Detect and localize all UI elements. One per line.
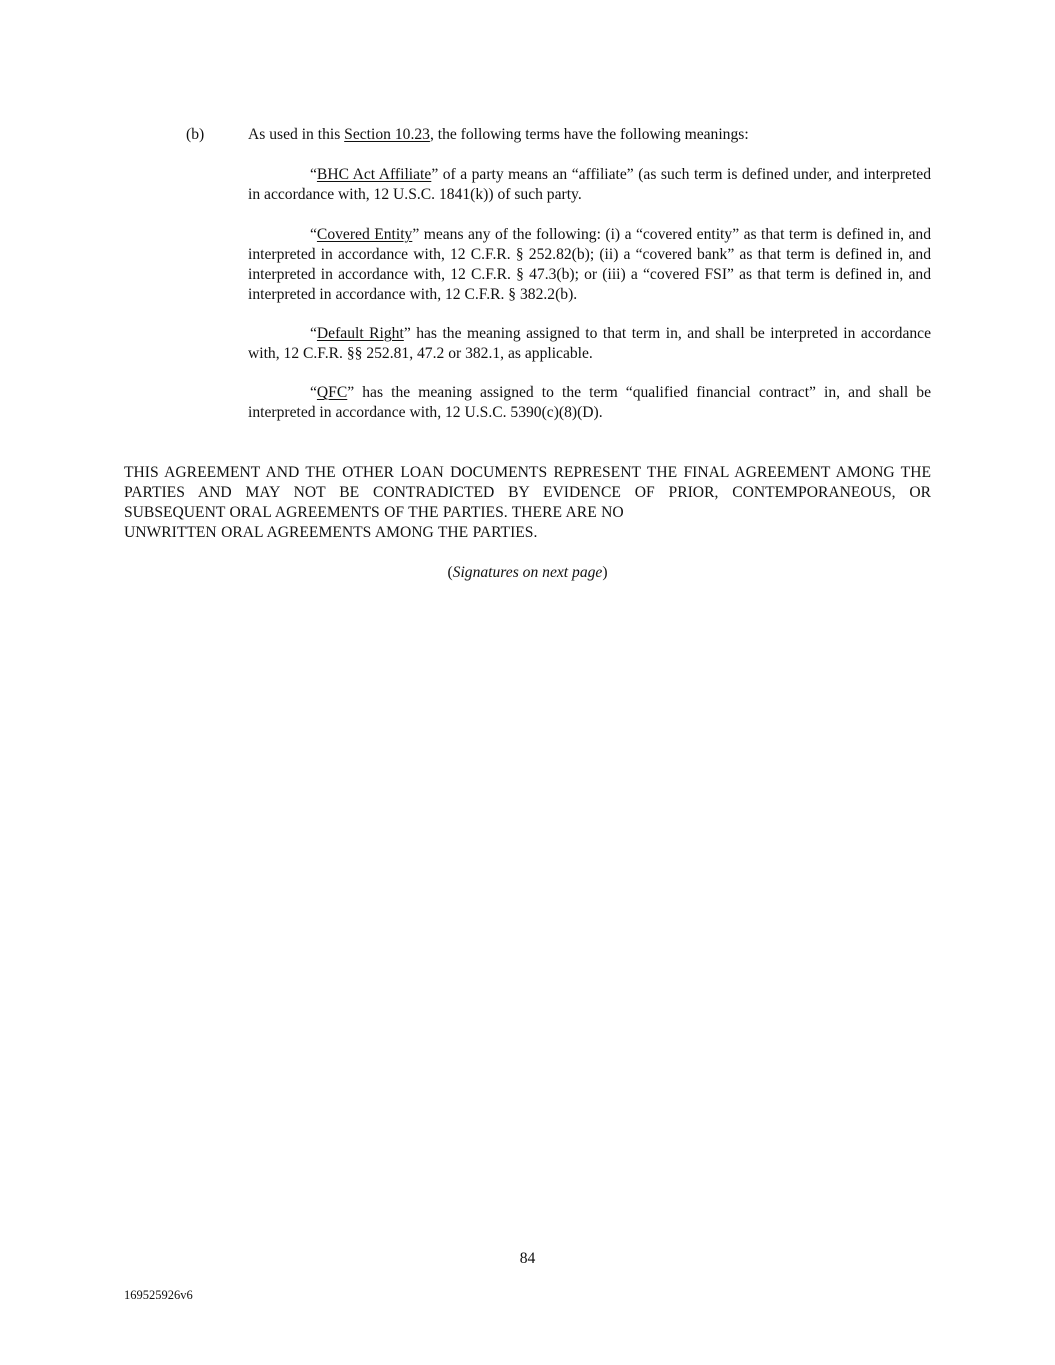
definition-text: ” means any of the following: (i) a “covered entity” as that term is defined in, and interpreted in accordance with, 12 C.F.R. § 252.82(b); (ii) a “covered bank” as that term is defined in, and interpreted in accordance with, 12 C.F.R. § 47.3(b); or (iii) a “covered FSI” as that term is defined in, and interpreted in accordance with, 12 C.F.R. § 382.2(b).	[248, 226, 931, 303]
signature-note-close: )	[602, 564, 608, 581]
clause-intro	[248, 125, 749, 145]
defined-term: BHC Act Affiliate	[316, 166, 432, 183]
definition-default-right: “Default Right” has the meaning assigned to that term in, and shall be interpreted in accordance with, 12 C.F.R. §§ 252.81, 47.2 or 382.1, as applicable.	[248, 325, 931, 362]
signature-note-open: (	[447, 564, 453, 581]
notice-last-line: UNWRITTEN ORAL AGREEMENTS AMONG THE PARTIES.	[124, 524, 538, 541]
definition-text: ” has the meaning assigned to that term in, and shall be interpreted in accordance with, 12 C.F.R. §§ 252.81, 47.2 or 382.1, as applicable.	[248, 325, 931, 362]
page-number: 84	[519, 1250, 536, 1267]
signature-note-text: Signatures on next page	[452, 564, 603, 581]
section-reference: Section 10.23	[344, 126, 430, 143]
clause-marker: (b)	[186, 126, 205, 143]
defined-term: Covered Entity	[316, 226, 413, 243]
definition-text: ” of a party means an “affiliate” (as such term is defined under, and interpreted in accordance with, 12 U.S.C. 1841(k)) of such party.	[248, 166, 931, 203]
entire-agreement-notice	[124, 463, 931, 543]
clause-intro-suffix: , the following terms have the following meanings:	[429, 126, 749, 143]
definition-qfc: “QFC” has the meaning assigned to the term “qualified financial contract” in, and shall be interpreted in accordance with, 12 U.S.C. 5390(c)(8)(D).	[248, 384, 931, 421]
definition-covered-entity: “Covered Entity” means any of the following: (i) a “covered entity” as that term is defined in, and interpreted in accordance with, 12 C.F.R. § 252.82(b); (ii) a “covered bank” as that term is defined in, and interpreted in accordance with, 12 C.F.R. § 47.3(b); or (iii) a “covered FSI” as that term is defined in, and interpreted in accordance with, 12 C.F.R. § 382.2(b).	[248, 226, 931, 303]
clause-intro-prefix: As used in this	[248, 126, 345, 143]
notice-text: THIS AGREEMENT AND THE OTHER LOAN DOCUMENTS REPRESENT THE FINAL AGREEMENT AMONG THE PARTIES AND MAY NOT BE CONTRADICTED BY EVIDENCE OF PRIOR, CONTEMPORANEOUS, OR SUBSEQUENT ORAL AGREEMENTS OF THE PARTIES. THERE ARE NO	[124, 464, 931, 521]
defined-term: Default Right	[316, 325, 404, 342]
definition-bhc-act-affiliate: “BHC Act Affiliate” of a party means an “affiliate” (as such term is defined under, and interpreted in accordance with, 12 U.S.C. 1841(k)) of such party.	[248, 166, 931, 203]
defined-term: QFC	[316, 384, 348, 401]
signature-note	[0, 563, 1055, 583]
document-id: 169525926v6	[124, 1288, 193, 1302]
definition-text: ” has the meaning assigned to the term “qualified financial contract” in, and shall be interpreted in accordance with, 12 U.S.C. 5390(c)(8)(D).	[248, 384, 931, 421]
